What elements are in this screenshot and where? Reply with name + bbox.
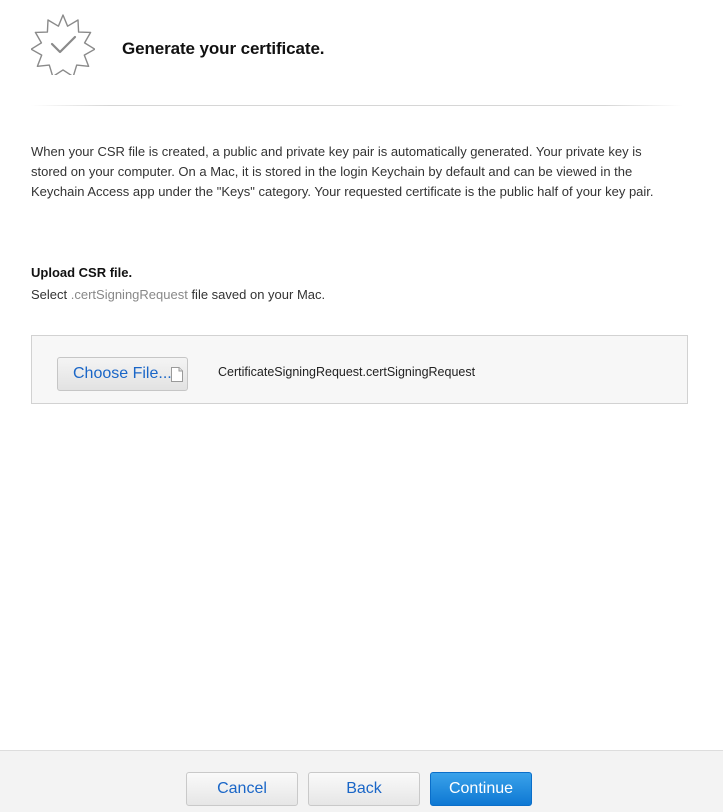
upload-instructions [31, 287, 325, 302]
upload-section-title: Upload CSR file. [31, 265, 133, 280]
choose-file-label: Choose File... [73, 365, 172, 382]
page-title: Generate your certificate. [122, 39, 325, 58]
document-icon [171, 367, 183, 382]
back-button[interactable]: Back [308, 772, 420, 806]
header [0, 0, 723, 108]
description-text: When your CSR file is created, a public and private key pair is automatically generated. Your private key is stored on your computer. On a Mac, it is stored in the login Keychain by default and can be viewed in the Keychain Access app under the "Keys" category. Your requested certificate is the public half of your key pair. [31, 144, 654, 199]
cancel-button[interactable]: Cancel [186, 772, 298, 806]
continue-button[interactable]: Continue [430, 772, 532, 806]
footer-bar [0, 750, 723, 812]
file-extension: .certSigningRequest [70, 287, 188, 302]
upload-instructions-suffix: file saved on your Mac. [187, 287, 326, 302]
upload-instructions-prefix: Select [31, 287, 71, 302]
header-divider [31, 105, 683, 106]
checkmark-badge-icon [31, 13, 95, 75]
file-upload-box [31, 335, 688, 404]
selected-file-name: CertificateSigningRequest.certSigningRequest [218, 365, 476, 379]
choose-file-button[interactable] [57, 357, 188, 391]
